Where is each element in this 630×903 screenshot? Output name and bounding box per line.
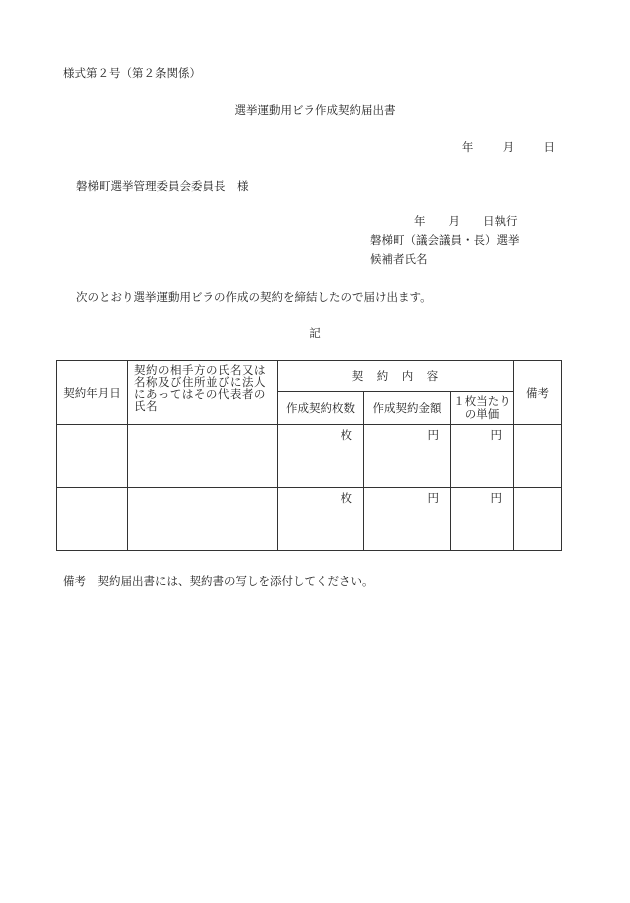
- candidate-name-label: 候補者氏名: [370, 252, 428, 266]
- date-day: 日: [543, 140, 555, 154]
- header-remarks: 備考: [514, 361, 562, 425]
- cell-sheet-count[interactable]: 枚: [278, 425, 364, 488]
- table-row: [57, 425, 562, 488]
- election-name: 磐梯町（議会議員・長）選挙: [370, 233, 520, 247]
- cell-date[interactable]: [57, 488, 128, 551]
- header-contract-contents: 契 約 内 容: [278, 361, 514, 392]
- document-title: 選挙運動用ビラ作成契約届出書: [234, 103, 396, 117]
- header-contract-date: 契約年月日: [57, 361, 128, 425]
- submission-date: [462, 140, 555, 154]
- header-contract-amount: 作成契約金額: [364, 392, 451, 425]
- table-row: [57, 488, 562, 551]
- header-sheet-count: 作成契約枚数: [278, 392, 364, 425]
- remarks-note: 備考 契約届出書には、契約書の写しを添付してください。: [63, 574, 374, 588]
- cell-remarks[interactable]: [514, 488, 562, 551]
- date-month: 月: [502, 140, 515, 154]
- execution-date: 年 月 日執行: [414, 214, 518, 228]
- date-year: 年: [461, 140, 474, 154]
- cell-date[interactable]: [57, 425, 128, 488]
- header-contract-party: 契約の相手方の氏名又は名称及び住所並びに法人にあってはその代表者の氏名: [128, 361, 278, 425]
- body-text: 次のとおり選挙運動用ビラの作成の契約を締結したので届け出ます。: [76, 290, 432, 304]
- cell-party[interactable]: [128, 425, 278, 488]
- cell-party[interactable]: [128, 488, 278, 551]
- cell-unit-price[interactable]: 円: [451, 425, 514, 488]
- cell-amount[interactable]: 円: [364, 488, 451, 551]
- ki-heading: 記: [309, 326, 321, 340]
- contract-table: [56, 360, 562, 551]
- cell-remarks[interactable]: [514, 425, 562, 488]
- addressee: 磐梯町選挙管理委員会委員長 様: [76, 179, 249, 193]
- cell-sheet-count[interactable]: 枚: [278, 488, 364, 551]
- form-number: 様式第２号（第２条関係）: [63, 66, 201, 80]
- cell-amount[interactable]: 円: [364, 425, 451, 488]
- cell-unit-price[interactable]: 円: [451, 488, 514, 551]
- header-unit-price: １枚当たりの単価: [451, 392, 514, 425]
